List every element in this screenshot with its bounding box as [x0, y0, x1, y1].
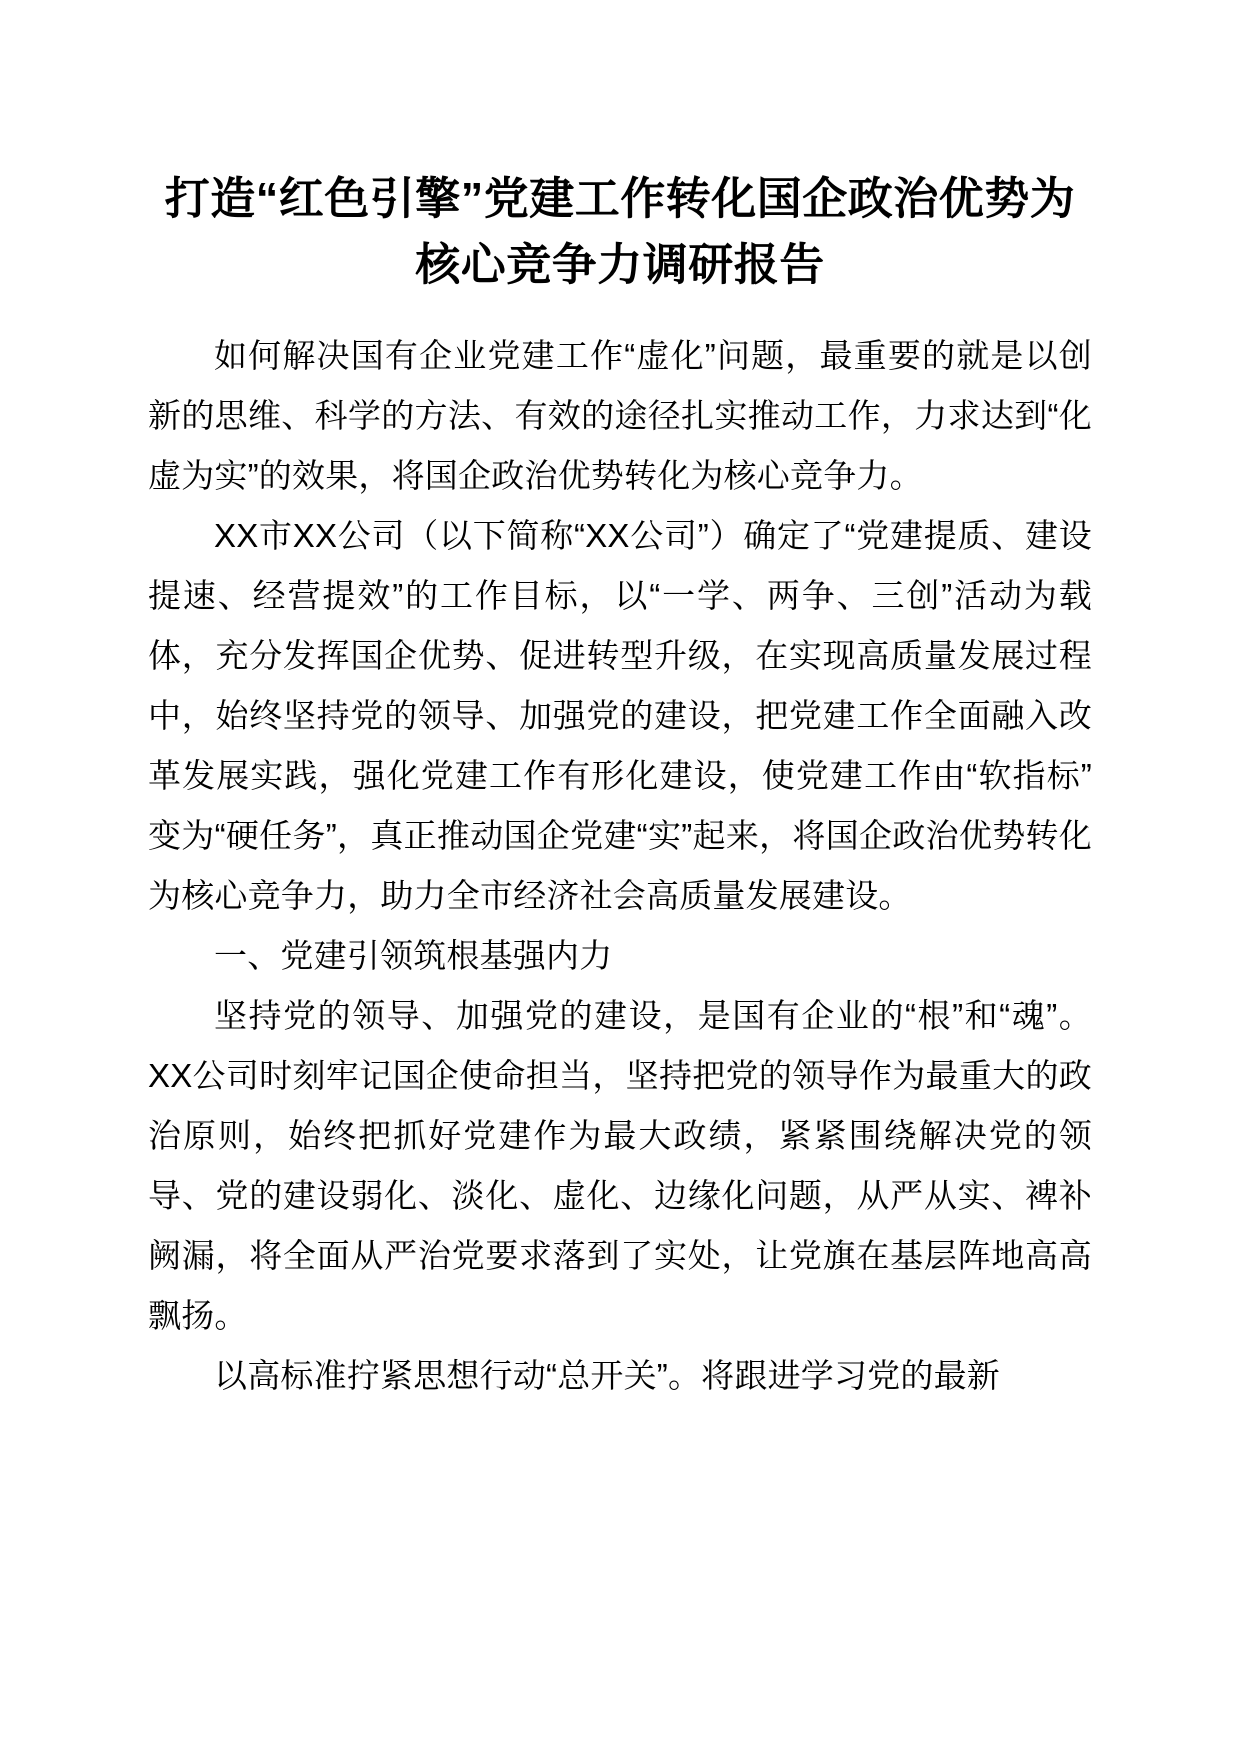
paragraph-party-leadership: 坚持党的领导、加强党的建设，是国有企业的“根”和“魂”。XX公司时刻牢记国企使命担当，坚持把党的领导作为最重大的政治原则，始终把抓好党建作为最大政绩，紧紧围绕解决党的领导、党的建设弱化、淡化、虚化、边缘化问题，从严从实、裨补阙漏，将全面从严治党要求落到了实处，让党旗在基层阵地高高飘扬。 [148, 997, 1092, 1334]
document-content [148, 0, 1092, 1406]
page-title: 打造“红色引擎”党建工作转化国企政治优势为核心竞争力调研报告 [164, 173, 1076, 290]
document-body [148, 326, 1092, 1406]
paragraph-intro: 如何解决国有企业党建工作“虚化”问题，最重要的就是以创新的思维、科学的方法、有效的途径扎实推动工作，力求达到“化虚为实”的效果，将国企政治优势转化为核心竞争力。 [148, 337, 1092, 494]
paragraph-thought-switch: 以高标准拧紧思想行动“总开关”。将跟进学习党的最新 [214, 1357, 1000, 1394]
paragraph-company-overview: XX市XX公司（以下简称“XX公司”）确定了“党建提质、建设提速、经营提效”的工作目标，以“一学、两争、三创”活动为载体，充分发挥国企优势、促进转型升级，在实现高质量发展过程中，始终坚持党的领导、加强党的建设，把党建工作全面融入改革发展实践，强化党建工作有形化建设，使党建工作由“软指标”变为“硬任务”，真正推动国企党建“实”起来，将国企政治优势转化为核心竞争力，助力全市经济社会高质量发展建设。 [148, 517, 1092, 914]
section-heading-one: 一、党建引领筑根基强内力 [214, 937, 613, 974]
